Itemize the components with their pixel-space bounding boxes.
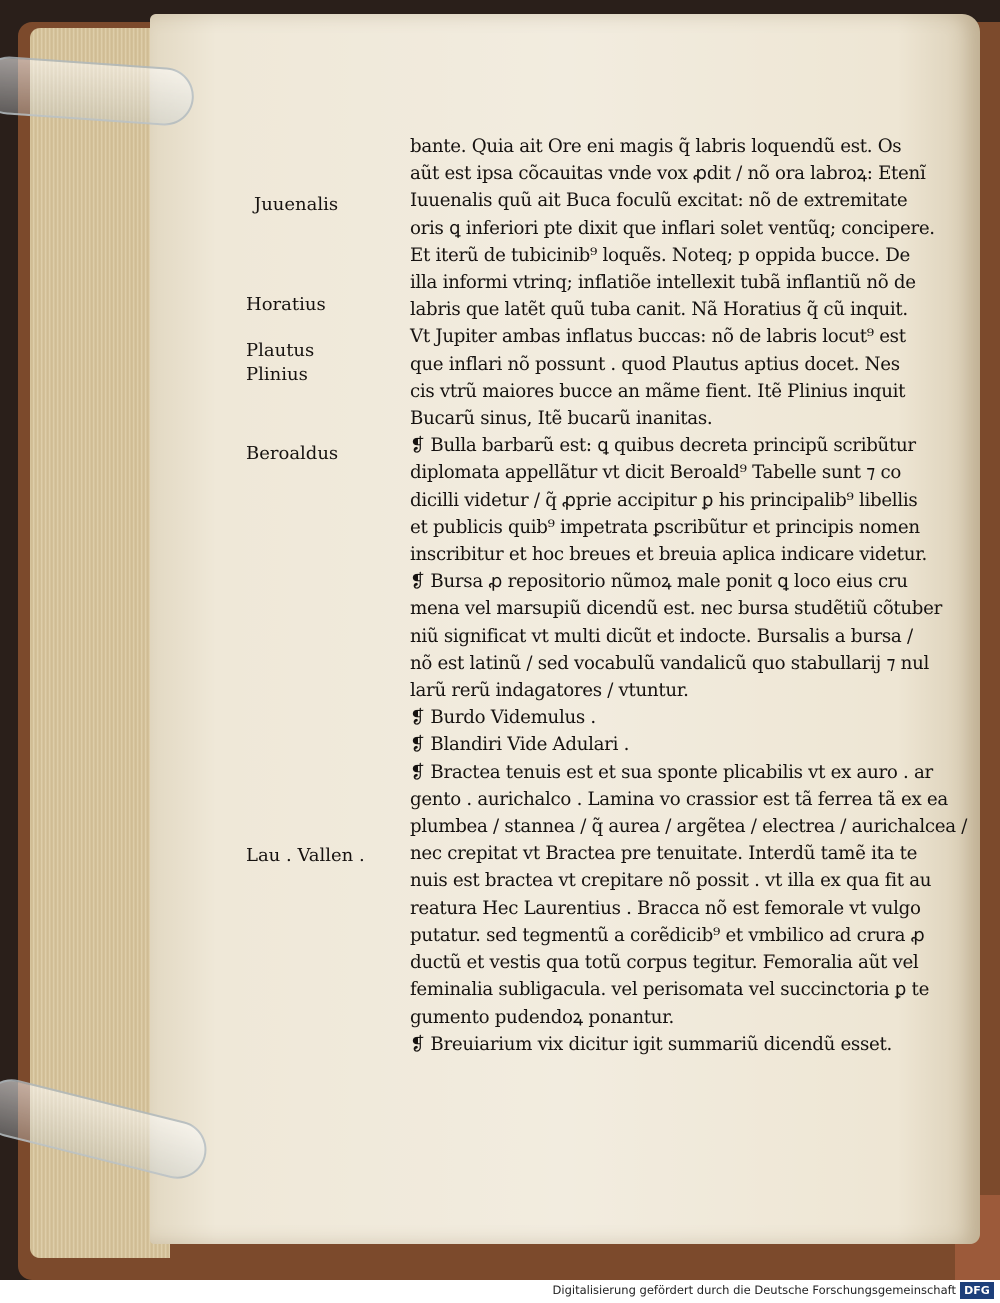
- dfg-logo: DFG: [960, 1282, 994, 1299]
- text-line: nec crepitat vt Bractea pre tenuitate. Interdũ tamẽ ita te: [410, 843, 918, 865]
- text-line: cis vtrũ maiores bucce an mãme fient. Itẽ Plinius inquit: [410, 380, 906, 402]
- text-line: aũt est ipsa cõcauitas vnde vox ꝓdit / nõ ora labroꝝ: Etenĩ: [410, 163, 926, 185]
- footer-credit: Digitalisierung gefördert durch die Deutsche Forschungsgemeinschaft: [552, 1283, 956, 1297]
- text-line: ❡ Blandiri Vide Adulari .: [410, 734, 630, 756]
- margin-note: Juuenalis: [254, 194, 339, 215]
- body-text: [410, 133, 970, 1058]
- margin-note: Beroaldus: [246, 443, 339, 464]
- margin-note: Plinius: [246, 364, 308, 385]
- text-line: ductũ et vestis qua totũ corpus tegitur. Femoralia aũt vel: [410, 952, 919, 974]
- margin-note: Horatius: [246, 294, 326, 315]
- text-line: inscribitur et hoc breues et breuia aplica indicare videtur.: [410, 544, 927, 566]
- text-line: gumento pudendoꝝ ponantur.: [410, 1006, 675, 1028]
- page-edges: [30, 28, 170, 1258]
- text-line: illa informi vtrinq; inflatiõe intellexit tubã inflantiũ nõ de: [410, 272, 916, 294]
- footer-bar: [0, 1280, 1000, 1303]
- text-line: Et iterũ de tubicinib⁹ loquẽs. Noteq; p oppida bucce. De: [410, 244, 910, 266]
- text-line: que inflari nõ possunt . quod Plautus aptius docet. Nes: [410, 353, 900, 375]
- text-line: nuis est bractea vt crepitare nõ possit . vt illa ex qua fit au: [410, 870, 932, 892]
- text-line: putatur. sed tegmentũ a corẽdicib⁹ et vmbilico ad crura ꝓ: [410, 924, 925, 946]
- text-line: labris que latẽt quũ tuba canit. Nã Horatius q̃ cũ inquit.: [410, 299, 908, 321]
- text-line: ❡ Bursa ꝓ repositorio nũmoꝝ male ponit ꝗ loco eius cru: [410, 571, 908, 593]
- margin-note: Plautus: [246, 340, 315, 361]
- text-line: bante. Quia ait Ore eni magis q̃ labris loquendũ est. Os: [410, 136, 902, 157]
- text-line: Iuuenalis quũ ait Buca foculũ excitat: nõ de extremitate: [410, 190, 908, 212]
- text-line: oris ꝗ inferiori pte dixit que inflari solet ventũq; concipere.: [410, 217, 935, 239]
- text-line: ❡ Bulla barbarũ est: ꝗ quibus decreta principũ scribũtur: [410, 435, 916, 457]
- margin-note: Lau . Vallen .: [246, 845, 365, 866]
- text-line: nõ est latinũ / sed vocabulũ vandalicũ quo stabullarij ⁊ nul: [410, 652, 930, 674]
- text-line: mena vel marsupiũ dicendũ est. nec bursa studẽtiũ cõtuber: [410, 598, 942, 620]
- text-line: et publicis quib⁹ impetrata ꝑscribũtur et principis nomen: [410, 516, 920, 538]
- text-line: diplomata appellãtur vt dicit Beroald⁹ Tabelle sunt ⁊ co: [410, 462, 901, 484]
- text-line: ❡ Bractea tenuis est et sua sponte plicabilis vt ex auro . ar: [410, 761, 933, 783]
- text-line: larũ rerũ indagatores / vtuntur.: [410, 680, 689, 702]
- text-line: gento . aurichalco . Lamina vo crassior est tã ferrea tã ex ea: [410, 788, 948, 810]
- text-line: plumbea / stannea / q̃ aurea / argẽtea / electrea / aurichalcea /: [410, 816, 968, 838]
- text-line: feminalia subligacula. vel perisomata vel succinctoria ꝑ te: [410, 979, 930, 1001]
- text-line: ❡ Breuiarium vix dicitur igit summariũ dicendũ esset.: [410, 1033, 892, 1055]
- text-line: dicilli videtur / q̃ ꝓprie accipitur ꝑ his principalib⁹ libellis: [410, 489, 918, 511]
- text-line: niũ significat vt multi dicũt et indocte. Bursalis a bursa /: [410, 625, 913, 647]
- text-line: Bucarũ sinus, Itẽ bucarũ inanitas.: [410, 408, 713, 430]
- text-line: reatura Hec Laurentius . Bracca nõ est femorale vt vulgo: [410, 897, 921, 919]
- text-line: ❡ Burdo Videmulus .: [410, 707, 596, 729]
- text-line: Vt Jupiter ambas inflatus buccas: nõ de labris locut⁹ est: [410, 326, 906, 348]
